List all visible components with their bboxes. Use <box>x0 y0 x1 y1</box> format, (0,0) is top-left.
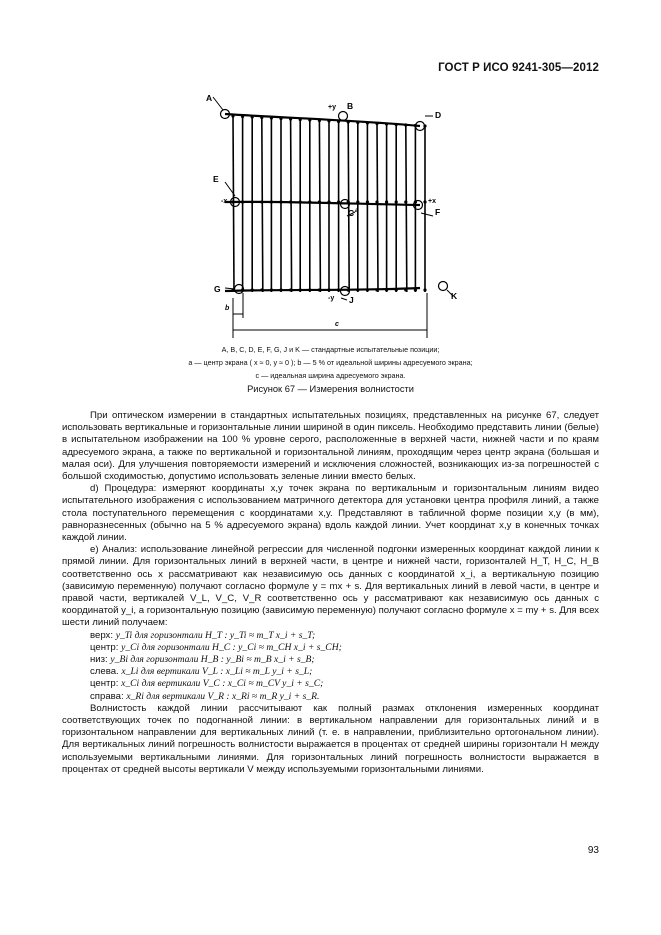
line-dot <box>260 288 263 291</box>
line-dot <box>356 121 359 124</box>
label-J: J <box>349 295 354 305</box>
paragraph-procedure: d) Процедура: измеряют координаты x,y точек экрана по вертикальным и горизонтальным линиям видео испытательного изображения с использованием матричного детектора для установки центра профиля линий, а также стола поступательного перемещения с координатами x,y. Представляют в табличной форме позиции x,y (в мм), равноразнесенных (обычно на 5 % адресуемого экрана) вдоль каждой линии. Учет координат x,y в конечных точках каждой линии. <box>62 483 599 544</box>
line-dot <box>318 119 321 122</box>
line-dot <box>318 200 321 203</box>
line-dot <box>356 288 359 291</box>
line-dot <box>279 117 282 120</box>
line-dot <box>385 122 388 125</box>
line-dot <box>404 288 407 291</box>
line-dot <box>251 115 254 118</box>
label-A: A <box>206 93 213 103</box>
line-dot <box>404 200 407 203</box>
line-dot <box>366 121 369 124</box>
figure-legend-line-1: A, B, C, D, E, F, G, J и K — стандартные испытательные позиции; <box>221 345 440 354</box>
label-b: b <box>225 305 230 312</box>
figure-legend-line-3: c — идеальная ширина адресуемого экрана. <box>255 371 406 380</box>
line-dot <box>395 200 398 203</box>
waviness-figure <box>195 88 465 338</box>
body-text <box>62 410 599 776</box>
line-dot <box>260 200 263 203</box>
line-dot <box>337 120 340 123</box>
line-dot <box>385 288 388 291</box>
line-dot <box>337 200 340 203</box>
line-dot <box>385 200 388 203</box>
page-number: 93 <box>587 845 599 856</box>
line-dot <box>395 288 398 291</box>
line-dot <box>279 288 282 291</box>
bottom-line <box>225 288 420 291</box>
label-a: a <box>355 207 359 214</box>
figure-caption: Рисунок 67 — Измерения волнистости <box>247 384 414 394</box>
line-dot <box>251 200 254 203</box>
top-line <box>225 114 420 126</box>
vertical-line <box>233 116 234 292</box>
line-dot <box>241 115 244 118</box>
line-dot <box>375 122 378 125</box>
paragraph-waviness: Волнистость каждой линии рассчитывают как полный размах отклонения измеренных координат соответствующих точек по подогнанной линии: в вертикальном направлении для горизонтальных линий и в горизонтальном направлении для вертикальных линий (т. е. в направлении, приблизительно ортогональном линии). Для вертикальных линий погрешность волнистости выражается в процентах от средней ширины горизонтали H между используемыми вертикальными линиями. Для горизонтальных линий погрешность волнистости выражается в процентах от средней высоты вертикали V между используемыми горизонтальными линиями. <box>62 702 599 775</box>
line-dot <box>289 117 292 120</box>
line-dot <box>231 114 234 117</box>
line-dot <box>327 200 330 203</box>
label-B: B <box>347 101 354 111</box>
document-header: ГОСТ Р ИСО 9241-305—2012 <box>438 62 599 74</box>
line-dot <box>375 288 378 291</box>
label-C: C <box>348 208 355 218</box>
line-dot <box>260 116 263 119</box>
line-dot <box>231 200 234 203</box>
line-dot <box>308 118 311 121</box>
center-line <box>225 202 420 205</box>
line-dot <box>423 288 426 291</box>
line-dot <box>289 288 292 291</box>
label-G: G <box>214 284 221 294</box>
vertical-line <box>262 118 263 293</box>
line-dot <box>318 288 321 291</box>
vertical-line <box>319 121 320 293</box>
equation-top: верх: y_Ti для горизонтали H_T : y_Ti ≈ m_T x_i + s_T; <box>90 629 316 641</box>
vertical-line <box>406 125 407 292</box>
label-plus-y: +y <box>328 104 336 111</box>
label-minus-x: -x <box>221 198 228 205</box>
figure-legend-line-2: a — центр экрана ( x ≈ 0, y ≈ 0 ); b — 5 % от идеальной ширины адресуемого экрана; <box>188 358 473 367</box>
paragraph-1: При оптическом измерении в стандартных испытательных позициях, представленных на рисунке 67, следует использовать вертикальные и горизонтальные линии шириной в один пиксель. Необходимо представить линии (белые) в испытательном изображении на 100 % уровне серого, расположенные в верхней части, нижней части и по краям адресуемого экрана, а также по вертикальной и горизонтальной линиям, проходящим через центр экрана (большая и малая оси). Для улучшения повторяемости измерений и исключения сложностей, возникающих из-за погрешностей с большой сходимостью, допустимо использовать зеленые линии вместо белых. <box>62 410 599 483</box>
line-dot <box>366 288 369 291</box>
equation-center-v: центр: x_Ci для вертикали V_C : x_Ci ≈ m_CV y_i + s_C; <box>90 678 324 690</box>
label-F: F <box>435 207 441 217</box>
line-dot <box>337 288 340 291</box>
line-dot <box>270 200 273 203</box>
vertical-line <box>291 119 292 292</box>
line-dot <box>299 200 302 203</box>
equation-center-h: центр: y_Ci для горизонтали H_C : y_Ci ≈ m_CH x_i + s_CH; <box>90 641 342 653</box>
paragraph-analysis: e) Анализ: использование линейной регрессии для численной подгонки измеренных координат каждой линии к прямой линии. Для горизонтальных линий в верхней части, в центре и нижней части, горизонталей H_T, H_C, H_B соответственно ось x рассматривают как независимую ось данных с координатой x_i, а вертикальную позицию (зависимую переменную) получают согласно формуле y = mx + s. Для вертикальных линий в левой части, в центре и правой части, вертикалей V_L, V_C, V_R соответственно ось y рассматривают как независимую ось данных с координатой y_i, а горизонтальную позицию (зависимую переменную) получают согласно формуле x = my + s. Для всех шести линий получаем: <box>62 544 599 629</box>
line-dot <box>299 118 302 121</box>
line-dot <box>270 116 273 119</box>
line-dot <box>356 200 359 203</box>
label-plus-x: +x <box>428 198 436 205</box>
equation-bottom: низ: y_Bi для горизонтали H_B : y_Bi ≈ m_B x_i + s_B; <box>90 654 315 666</box>
line-dot <box>308 288 311 291</box>
equation-right: справа: x_Ri для вертикали V_R : x_Ri ≈ m_R y_i + s_R. <box>90 690 320 702</box>
line-dot <box>299 288 302 291</box>
horizontal-lines <box>225 114 420 291</box>
label-D: D <box>435 110 442 120</box>
line-dot <box>414 288 417 291</box>
line-dot <box>308 200 311 203</box>
label-K: K <box>451 291 458 301</box>
line-dot <box>327 288 330 291</box>
line-dot <box>270 288 273 291</box>
line-dot <box>375 200 378 203</box>
line-dot <box>404 123 407 126</box>
line-dot <box>279 200 282 203</box>
pointer-lines <box>213 97 453 300</box>
equation-left: слева. x_Li для вертикали V_L : x_Li ≈ m_L y_i + s_L; <box>90 666 313 678</box>
label-minus-y: -y <box>328 295 335 302</box>
line-dot <box>251 288 254 291</box>
line-dot <box>289 200 292 203</box>
line-dot <box>327 119 330 122</box>
label-E: E <box>213 174 219 184</box>
line-dot <box>366 200 369 203</box>
line-dot <box>395 123 398 126</box>
vertical-line <box>377 124 378 293</box>
label-c: c <box>335 321 339 328</box>
line-dot <box>241 200 244 203</box>
line-dot <box>347 120 350 123</box>
regression-equations <box>62 630 599 703</box>
line-dot <box>423 200 426 203</box>
